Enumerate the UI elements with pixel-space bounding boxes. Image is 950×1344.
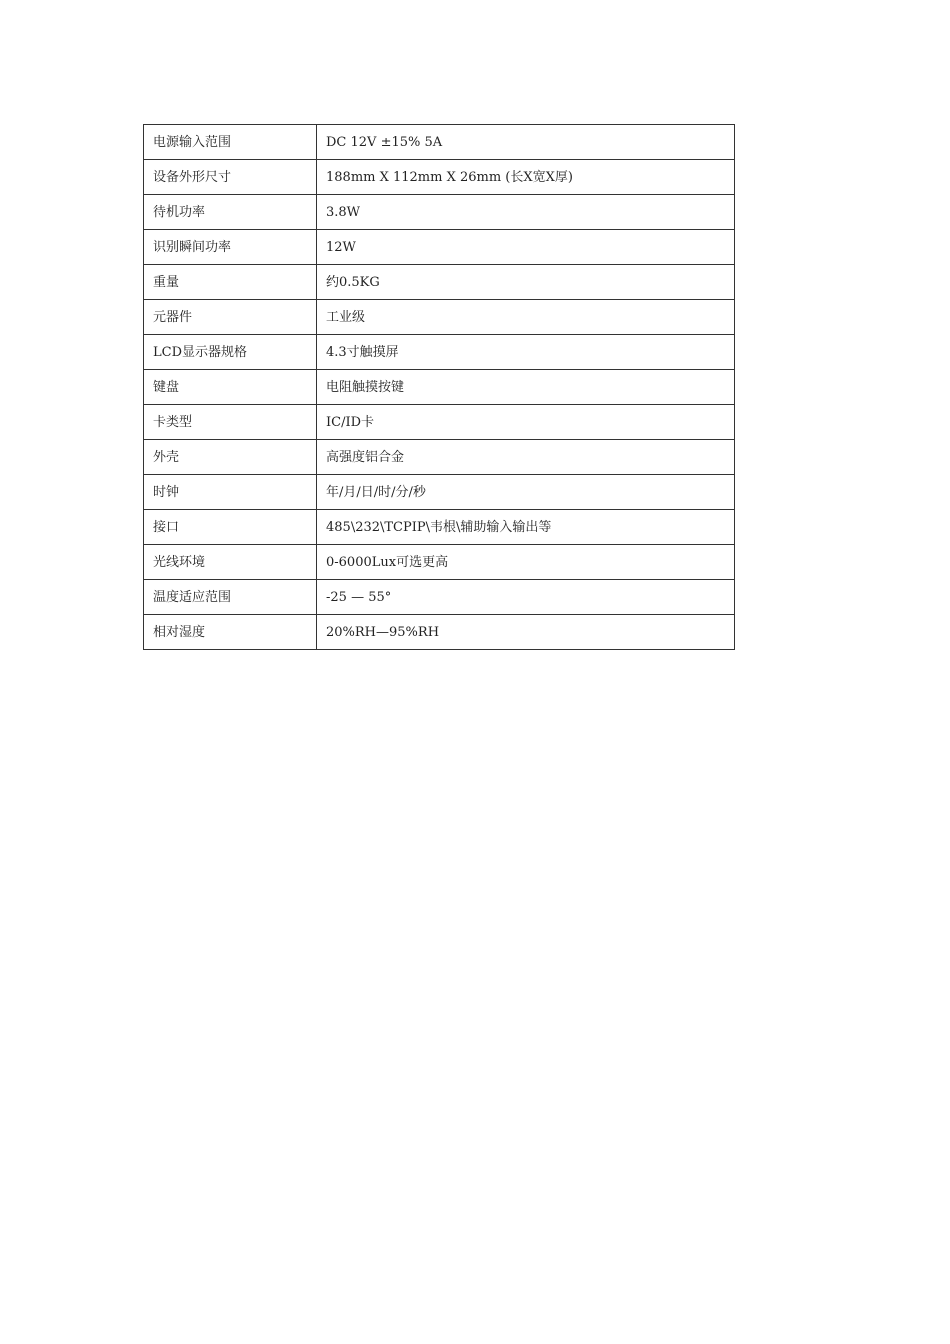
table-row <box>144 370 735 405</box>
table-row <box>144 440 735 475</box>
spec-value-cell: 485\232\TCPIP\韦根\辅助输入输出等 <box>317 510 735 545</box>
table-row <box>144 475 735 510</box>
table-row <box>144 580 735 615</box>
spec-value-cell: 0-6000Lux可选更高 <box>317 545 735 580</box>
spec-label-cell: 时钟 <box>144 475 317 510</box>
spec-value-cell: 3.8W <box>317 195 735 230</box>
table-row <box>144 125 735 160</box>
spec-value-cell: 年/月/日/时/分/秒 <box>317 475 735 510</box>
spec-label-cell: 设备外形尺寸 <box>144 160 317 195</box>
spec-label-cell: LCD显示器规格 <box>144 335 317 370</box>
spec-value-cell: 12W <box>317 230 735 265</box>
spec-value-cell: -25 — 55° <box>317 580 735 615</box>
spec-label-cell: 卡类型 <box>144 405 317 440</box>
spec-label-cell: 接口 <box>144 510 317 545</box>
spec-value-cell: IC/ID卡 <box>317 405 735 440</box>
table-row <box>144 300 735 335</box>
table-row <box>144 195 735 230</box>
table-row <box>144 405 735 440</box>
spec-label-cell: 键盘 <box>144 370 317 405</box>
spec-value-cell: 电阻触摸按键 <box>317 370 735 405</box>
spec-value-cell: 4.3寸触摸屏 <box>317 335 735 370</box>
spec-value-cell: 约0.5KG <box>317 265 735 300</box>
spec-label-cell: 外壳 <box>144 440 317 475</box>
spec-value-cell: 20%RH—95%RH <box>317 615 735 650</box>
spec-label-cell: 识别瞬间功率 <box>144 230 317 265</box>
table-row <box>144 615 735 650</box>
spec-label-cell: 元器件 <box>144 300 317 335</box>
spec-value-cell: 高强度铝合金 <box>317 440 735 475</box>
table-row <box>144 160 735 195</box>
spec-value-cell: 188mm X 112mm X 26mm (长X宽X厚) <box>317 160 735 195</box>
spec-label-cell: 电源输入范围 <box>144 125 317 160</box>
spec-table-body <box>144 125 735 650</box>
spec-table <box>143 124 735 650</box>
spec-label-cell: 相对湿度 <box>144 615 317 650</box>
table-row <box>144 230 735 265</box>
spec-label-cell: 温度适应范围 <box>144 580 317 615</box>
spec-label-cell: 光线环境 <box>144 545 317 580</box>
table-row <box>144 510 735 545</box>
spec-label-cell: 重量 <box>144 265 317 300</box>
spec-value-cell: DC 12V ±15% 5A <box>317 125 735 160</box>
table-row <box>144 335 735 370</box>
table-row <box>144 545 735 580</box>
table-row <box>144 265 735 300</box>
spec-label-cell: 待机功率 <box>144 195 317 230</box>
spec-value-cell: 工业级 <box>317 300 735 335</box>
